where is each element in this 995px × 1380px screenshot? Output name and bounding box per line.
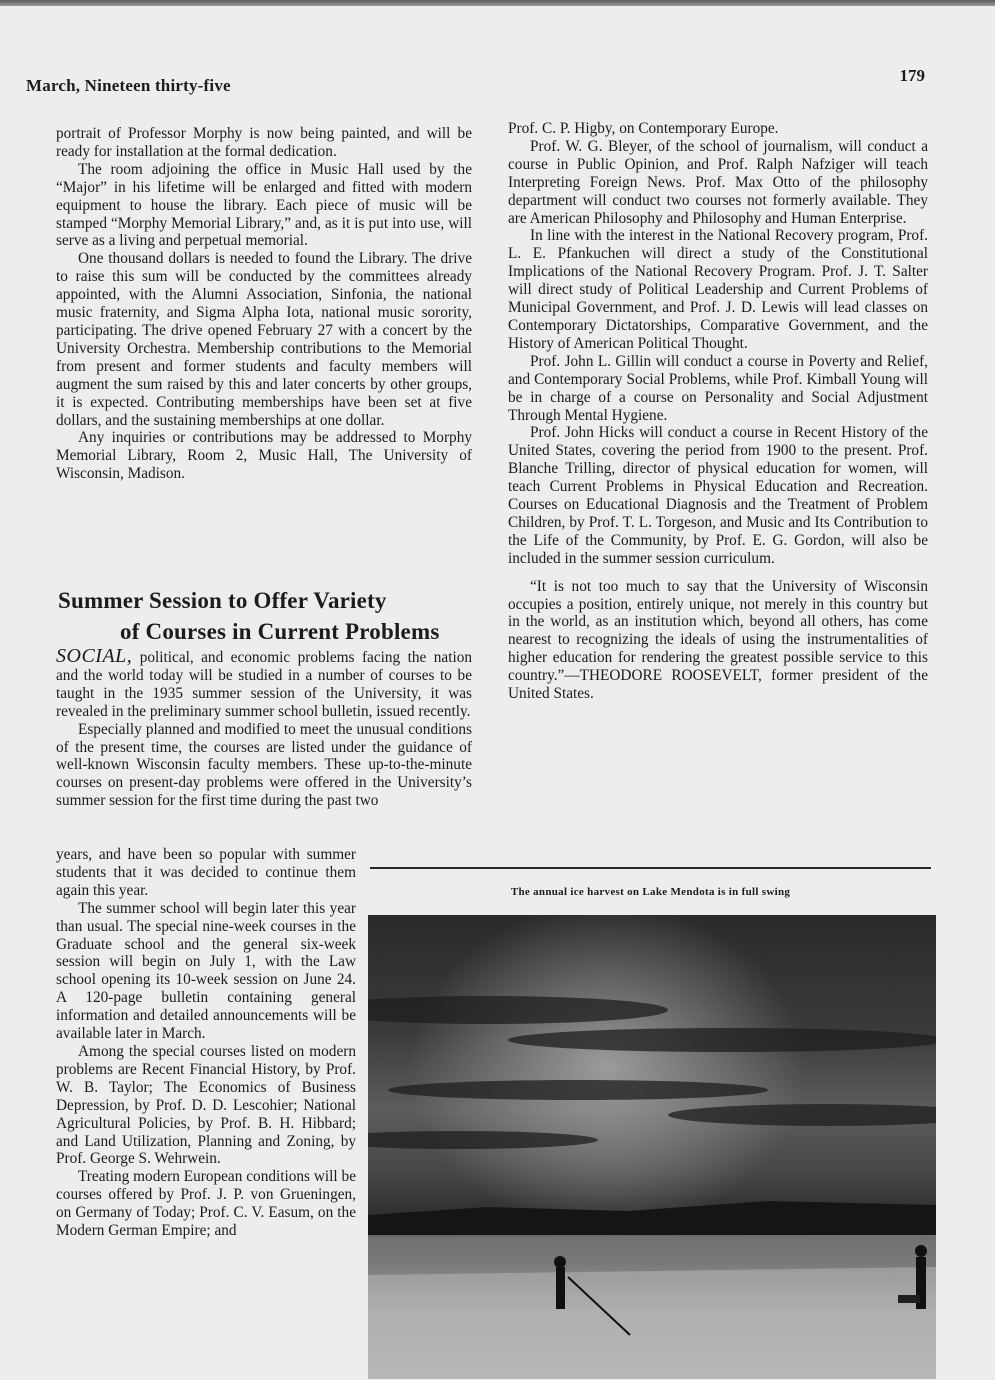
paragraph: Treating modern European conditions will be courses offered by Prof. J. P. von Grueningen, on Germany of Today; Prof. C. V. Easum, on the Modern German Empire; and: [56, 1168, 356, 1240]
paragraph-text: political, and economic problems facing the nation and the world today will be studied in a number of courses to be taught in the 1935 summer session of the University, it was revealed in the preliminary summer school bulletin, issued recently.: [56, 649, 472, 720]
photo-caption: The annual ice harvest on Lake Mendota is in full swing: [510, 886, 791, 898]
article-body-narrow: [56, 846, 356, 1240]
paragraph: Especially planned and modified to meet the unusual conditions of the present time, the courses are listed under the guidance of well-known Wisconsin faculty members. These up-to-the-minute courses on present-day problems were offered in the University’s summer session for the first time during the past two: [56, 720, 472, 810]
paragraph: portrait of Professor Morphy is now being painted, and will be ready for installation at the formal dedication.: [56, 125, 472, 160]
drop-cap-word: SOCIAL,: [56, 645, 133, 667]
paragraph: Prof. John L. Gillin will conduct a course in Poverty and Relief, and Contemporary Social Problems, while Prof. Kimball Young will be in charge of a course on Personality and Social Adjustment Through Mental Hygiene.: [508, 352, 928, 424]
article-body-wide: [56, 645, 472, 810]
paragraph: The room adjoining the office in Music Hall used by the “Major” in his lifetime will be enlarged and fitted with modern equipment to house the library. Each piece of music will be stamped “Morphy Memorial Library,” and, as it is put into use, will serve as a living and perpetual memorial.: [56, 160, 472, 250]
paragraph: Prof. C. P. Higby, on Contemporary Europe.: [508, 120, 779, 137]
roosevelt-quote: “It is not too much to say that the University of Wisconsin occupies a position, entirely unique, not merely in this country but in the world, as an institution which, beyond all others, has come nearest to recognizing the ideals of using the instrumentalities of higher education for rendering the greatest possible service to this country.”—THEODORE ROOSEVELT, former president of the United States.: [508, 577, 928, 703]
ice-harvest-illustration: [368, 915, 936, 1379]
page-top-edge: [0, 0, 995, 6]
paragraph: Among the special courses listed on modern problems are Recent Financial History, by Prof. W. B. Taylor; The Economics of Business Depression, by Prof. D. D. Lescohier; National Agricultural Policies, by Prof. B. H. Hibbard; and Land Utilization, Planning and Zoning, by Prof. George S. Wehrwein.: [56, 1042, 356, 1168]
paragraph: [56, 645, 472, 721]
paragraph: Prof. W. G. Bleyer, of the school of journalism, will conduct a course in Public Opinion, and Prof. Ralph Nafziger will teach Interpreting Foreign News. Prof. Max Otto of the philosophy department will conduct two courses not formerly available. They are American Philosophy and Philosophy and Human Enterprise.: [508, 137, 928, 227]
paragraph: One thousand dollars is needed to found the Library. The drive to raise this sum will be conducted by the committees already appointed, with the Alumni Association, Sinfonia, the national music fraternity, and Sigma Alpha Iota, national music sorority, participating. The drive opened February 27 with a concert by the University Orchestra. Membership contributions to the Memorial from present and former students and faculty members will augment the sum raised by this and later concerts by other groups, it is expected. Contributing memberships have been set at five dollars, and the sustaining memberships at one dollar.: [56, 250, 472, 429]
paragraph: The summer school will begin later this year than usual. The special nine-week courses in the Graduate school and the general six-week session will begin on July 1, with the Law school opening its 10-week session on June 24. A 120-page bulletin containing general information and detailed announcements will be available later in March.: [56, 899, 356, 1043]
running-head: March, Nineteen thirty-five: [26, 76, 231, 95]
page-number: 179: [899, 66, 925, 85]
right-column: [508, 120, 928, 703]
left-column-top: [56, 125, 472, 483]
headline-line-2: of Courses in Current Problems: [120, 619, 440, 644]
photo-rule: [370, 867, 931, 869]
paragraph: Any inquiries or contributions may be addressed to Morphy Memorial Library, Room 2, Music Hall, The University of Wisconsin, Madison.: [56, 429, 472, 483]
article-headline: [56, 585, 476, 647]
ice-harvest-photo: [368, 915, 936, 1379]
paragraph: years, and have been so popular with summer students that it was decided to continue them again this year.: [56, 846, 356, 899]
headline-line-1: Summer Session to Offer Variety: [58, 588, 387, 613]
paragraph: Prof. John Hicks will conduct a course in Recent History of the United States, covering the period from 1900 to the present. Prof. Blanche Trilling, director of physical education for women, will teach Current Problems in Physical Education and Recreation. Courses on Educational Diagnosis and the Treatment of Problem Children, by Prof. T. L. Torgeson, and Music and Its Contribution to the Life of the Community, by Prof. E. G. Gordon, will also be included in the summer session curriculum.: [508, 424, 928, 567]
paragraph: In line with the interest in the National Recovery program, Prof. L. E. Pfankuchen will direct a study of the Constitutional Implications of the National Recovery Program. Prof. J. T. Salter will direct study of Political Leadership and Current Problems of Municipal Government, and Prof. J. D. Lewis will lead classes on Contemporary Dictatorships, Comparative Government, and the History of American Political Thought.: [508, 227, 928, 352]
